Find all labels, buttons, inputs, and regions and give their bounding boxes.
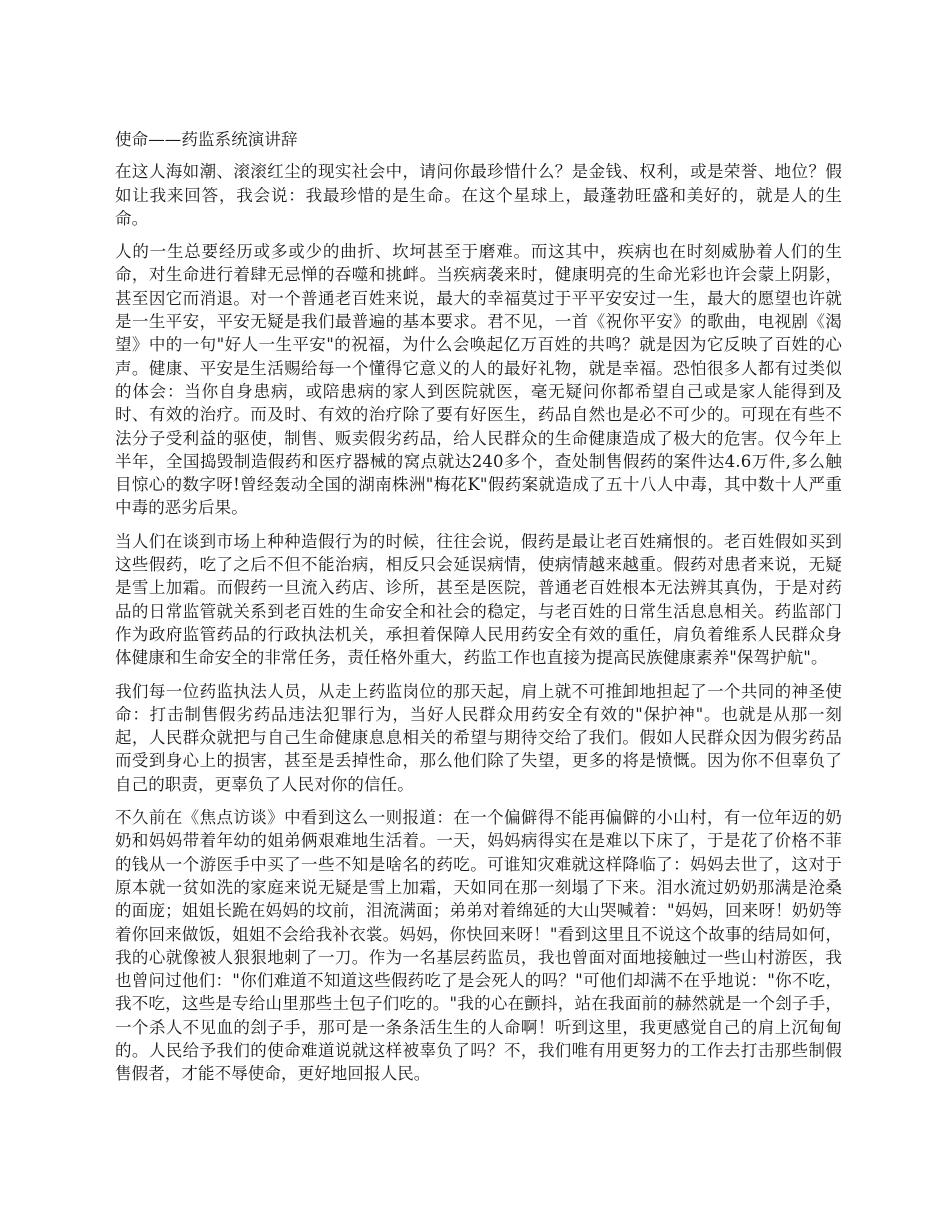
document-page: [115, 128, 842, 1096]
paragraph-3: 当人们在谈到市场上种种造假行为的时候，往往会说，假药是最让老百姓痛恨的。老百姓假如买到这些假药，吃了之后不但不能治病，相反只会延误病情，使病情越来越重。假药对患者来说，无疑是雪上加霜。而假药一旦流入药店、诊所，甚至是医院，普通老百姓根本无法辨其真伪，于是对药品的日常监管就关系到老百姓的生命安全和社会的稳定，与老百姓的日常生活息息相关。药监部门作为政府监管药品的行政执法机关，承担着保障人民用药安全有效的重任，肩负着维系人民群众身体健康和生命安全的非常任务，责任格外重大，药监工作也直接为提高民族健康素养"保驾护航"。: [115, 531, 842, 668]
paragraph-4: 我们每一位药监执法人员，从走上药监岗位的那天起，肩上就不可推卸地担起了一个共同的神圣使命：打击制售假劣药品违法犯罪行为，当好人民群众用药安全有效的"保护神"。也就是从那一刻起，人民群众就把与自己生命健康息息相关的希望与期待交给了我们。假如人民群众因为假劣药品而受到身心上的损害，甚至是丢掉性命，那么他们除了失望，更多的将是愤慨。因为你不但辜负了自己的职责，更辜负了人民对你的信任。: [115, 681, 842, 794]
paragraph-1: 在这人海如潮、滚滚红尘的现实社会中，请问你最珍惜什么？是金钱、权利，或是荣誉、地位？假如让我来回答，我会说：我最珍惜的是生命。在这个星球上，最蓬勃旺盛和美好的，就是人的生命。: [115, 162, 842, 228]
paragraph-2: 人的一生总要经历或多或少的曲折、坎坷甚至于磨难。而这其中，疾病也在时刻威胁着人们的生命，对生命进行着肆无忌惮的吞噬和挑衅。当疾病袭来时，健康明亮的生命光彩也许会蒙上阴影，甚至因它而消退。对一个普通老百姓来说，最大的幸福莫过于平平安安过一生，最大的愿望也许就是一生平安，平安无疑是我们最普遍的基本要求。君不见，一首《祝你平安》的歌曲，电视剧《渴望》中的一句"好人一生平安"的祝福，为什么会唤起亿万百姓的共鸣？就是因为它反映了百姓的心声。健康、平安是生活赐给每一个懂得它意义的人的最好礼物，就是幸福。恐怕很多人都有过类似的体会：当你自身患病，或陪患病的家人到医院就医，毫无疑问你都希望自己或是家人能得到及时、有效的治疗。而及时、有效的治疗除了要有好医生，药品自然也是必不可少的。可现在有些不法分子受利益的驱使，制售、贩卖假劣药品，给人民群众的生命健康造成了极大的危害。仅今年上半年，全国捣毁制造假药和医疗器械的窝点就达240多个，查处制售假药的案件达4.6万件,多么触目惊心的数字呀!曾经轰动全国的湖南株洲"梅花K"假药案就造成了五十八人中毒，其中数十人严重中毒的恶劣后果。: [115, 242, 842, 518]
paragraph-5: 不久前在《焦点访谈》中看到这么一则报道：在一个偏僻得不能再偏僻的小山村，有一位年迈的奶奶和妈妈带着年幼的姐弟俩艰难地生活着。一天，妈妈病得实在是难以下床了，于是花了价格不菲的钱从一个游医手中买了一些不知是啥名的药吃。可谁知灾难就这样降临了：妈妈去世了，这对于原本就一贫如洗的家庭来说无疑是雪上加霜，天如同在那一刻塌了下来。泪水流过奶奶那满是沧桑的面庞；姐姐长跪在妈妈的坟前，泪流满面；弟弟对着绵延的大山哭喊着："妈妈，回来呀！奶奶等着你回来做饭，姐姐不会给我补衣裳。妈妈，你快回来呀！"看到这里且不说这个故事的结局如何，我的心就像被人狠狠地刺了一刀。作为一名基层药监员，我也曾面对面地接触过一些山村游医，我也曾问过他们："你们难道不知道这些假药吃了是会死人的吗？"可他们却满不在乎地说："你不吃，我不吃，这些是专给山里那些土包子们吃的。"我的心在颤抖，站在我面前的赫然就是一个刽子手，一个杀人不见血的刽子手，那可是一条条活生生的人命啊！听到这里，我更感觉自己的肩上沉甸甸的。人民给予我们的使命难道说就这样被辜负了吗？不，我们唯有用更努力的工作去打击那些制假售假者，才能不辱使命，更好地回报人民。: [115, 808, 842, 1084]
document-title: 使命——药监系统演讲辞: [115, 130, 298, 149]
